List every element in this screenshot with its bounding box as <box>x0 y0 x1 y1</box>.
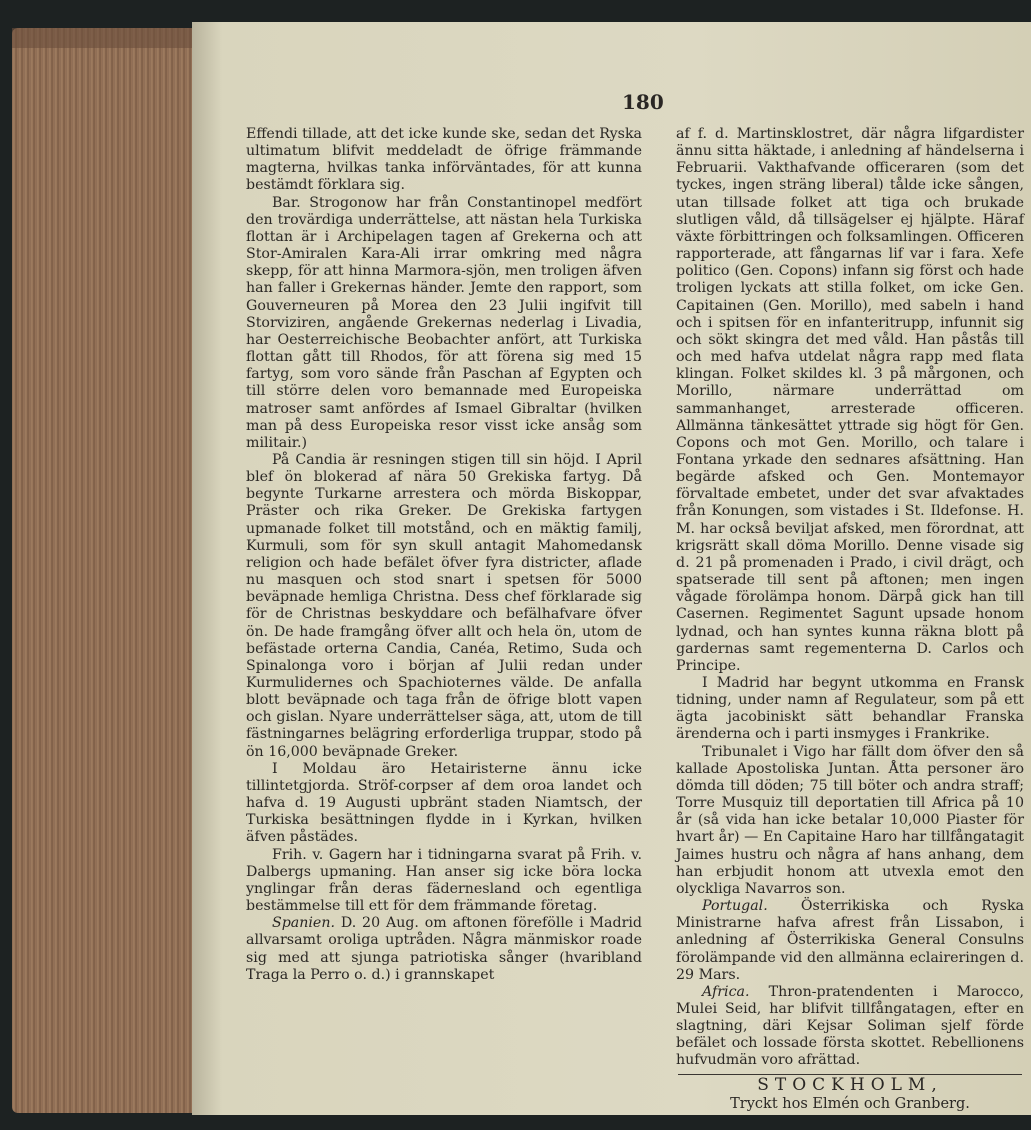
paragraph: af f. d. Martinsklostret, där några lifgardister ännu sitta häktade, i anledning af händelserna i Februarii. Vakthafvande officeraren (som det tyckes, ingen sträng liberal) tålde icke sången, utan tillsade folket att tiga och brukade slutligen våld, då tillsägelser ej hjälpte. Häraf växte förbittringen och folksamlingen. Officeren rapporterade, att fångarnas lif var i fara. Xefe politico (Gen. Copons) infann sig först och hade troligen lyckats att stilla folket, om icke Gen. Capitainen (Gen. Morillo), med sabeln i hand och i spitsen för en infanteritrupp, infunnit sig och sökt skingra det med våld. Han påstås till och med hafva utdelat några rapp med flata klingan. Folket skildes kl. 3 på mårgonen, och Morillo, närmare underrättad om sammanhanget, arresterade officeren. Allmänna tänkesättet yttrade sig högt för Gen. Copons och mot Gen. Morillo, och talare i Fontana yrkade den sednares afsättning. Han begärde afsked och Gen. Montemayor förvaltade embetet, under det svar afvaktades från Konungen, som vistades i St. Ildefonse. H. M. har också beviljat afsked, men förordnat, att krigsrätt skall döma Morillo. Denne visade sig d. 21 på promenaden i Prado, i civil drägt, och spatserade till sent på aftonen; men ingen vågade förolämpa honom. Därpå gick han till Casernen. Regimentet Sagunt upsade honom lydnad, och han syntes kunna räkna blott på gardernas samt regementerna D. Carlos och Principe. <box>676 126 1024 674</box>
paragraph: I Moldau äro Hetairisterne ännu icke tillintetgjorda. Ströf-corpser af dem oroa landet och hafva d. 19 Augusti upbränt staden Niamtsch, der Turkiska besättningen flydde in i Kyrkan, hvilken äfven påstädes. <box>246 760 642 846</box>
paragraph: Portugal. Österrikiska och Ryska Ministrarne hafva afrest från Lissabon, i anledning af Österrikiska General Consulns förolämpande vid den allmänna eclaireringen d. 29 Mars. <box>676 898 1024 983</box>
imprint-printer: Tryckt hos Elmén och Granberg. <box>730 1095 970 1112</box>
paragraph: Frih. v. Gagern har i tidningarna svarat på Frih. v. Dalbergs upmaning. Han anser sig icke böra locka ynglingar från deras fädernesland och egentliga bestämmelse till ett för dem främmande företag. <box>246 846 642 915</box>
left-column <box>246 126 642 984</box>
book-page-edges-shadow <box>12 28 194 48</box>
paragraph: Spanien. D. 20 Aug. om aftonen förefölle i Madrid allvarsamt oroliga uptråden. Några mänmiskor roade sig med att sjunga patriotiska sånger (hvaribland Traga la Perro o. d.) i grannskapet <box>246 915 642 983</box>
paragraph: Bar. Strogonow har från Constantinopel medfört den trovärdiga underrättelse, att nästan hela Turkiska flottan är i Archipelagen tagen af Grekerna och att Stor-Amiralen Kara-Ali irrar omkring med några skepp, för att hinna Marmora-sjön, men troligen äfven han faller i Grekernas händer. Jemte den rapport, som Gouverneuren på Morea den 23 Julii ingifvit till Storviziren, angående Grekernas nederlag i Livadia, har Oesterreichische Beobachter anfört, att Turkiska flottan gått till Rhodos, för att förena sig med 15 fartyg, som voro sände från Paschan af Egypten och till större delen voro bemannade med Europeiska matroser samt anfördes af Ismael Gibraltar (hvilken man på dess Europeiska resor visst icke ansåg som militair.) <box>246 194 642 451</box>
page-number: 180 <box>622 90 664 114</box>
book-page-edges <box>12 28 194 1113</box>
paragraph: I Madrid har begynt utkomma en Fransk tidning, under namn af Regulateur, som på ett ägta jacobiniskt sätt behandlar Franska ärenderna och i parti insmyges i Frankrike. <box>676 675 1024 743</box>
right-column <box>676 126 1024 1113</box>
paragraph: På Candia är resningen stigen till sin höjd. I April blef ön blokerad af nära 50 Grekiska fartyg. Då begynte Turkarne arrestera och mörda Biskoppar, Präster och rika Greker. De Grekiska fartygen upmanade folket till motstånd, och en mäktig familj, Kurmuli, som för syn skull antagit Mahomedansk religion och hade befälet öfver fyra districter, aflade nu masquen och stod snart i spetsen för 5000 beväpnade hemliga Christna. Dess chef förklarade sig för de Christnas beskyddare och befälhafvare öfver ön. De hade framgång öfver allt och hela ön, utom de befästade orterna Candia, Canéa, Retimo, Suda och Spinalonga voro i början af Julii redan under Kurmulidernes och Spachioternes välde. De anfalla blott beväpnade och taga från de öfrige blott vapen och gislan. Nyare underrättelser säga, att, utom de till fästningarnes belägring erforderliga truppar, stodo på ön 16,000 beväpnade Greker. <box>246 451 642 760</box>
newspaper-page <box>192 22 1031 1115</box>
paragraph: Africa. Thron-pratendenten i Marocco, Mulei Seid, har blifvit tillfångatagen, efter en slagtning, däri Kejsar Soliman sjelf förde befälet och lossade första skottet. Rebellionens hufvudmän voro afrättad. <box>676 983 1024 1069</box>
section-heading: Portugal. <box>702 898 768 915</box>
paragraph: Tribunalet i Vigo har fällt dom öfver den så kallade Apostoliska Juntan. Åtta personer äro dömda till döden; 75 till böter och andra straff; Torre Musquiz till deportatien till Africa på 10 år (så vida han icke betalar 10,000 Piaster för hvart år) — En Capitaine Haro har tillfångatagit Jaimes hustru och några af hans anhang, dem han erbjudit honom att utvexla emot den olyckliga Navarros son. <box>676 743 1024 897</box>
section-heading: Spanien. <box>272 915 335 932</box>
paragraph: Effendi tillade, att det icke kunde ske, sedan det Ryska ultimatum blifvit meddeladt de öfrige främmande magterna, hvilkas tanka införväntades, för att kunna bestämdt förklara sig. <box>246 126 642 194</box>
imprint-city: STOCKHOLM, <box>757 1074 943 1095</box>
section-heading: Africa. <box>702 983 750 1000</box>
